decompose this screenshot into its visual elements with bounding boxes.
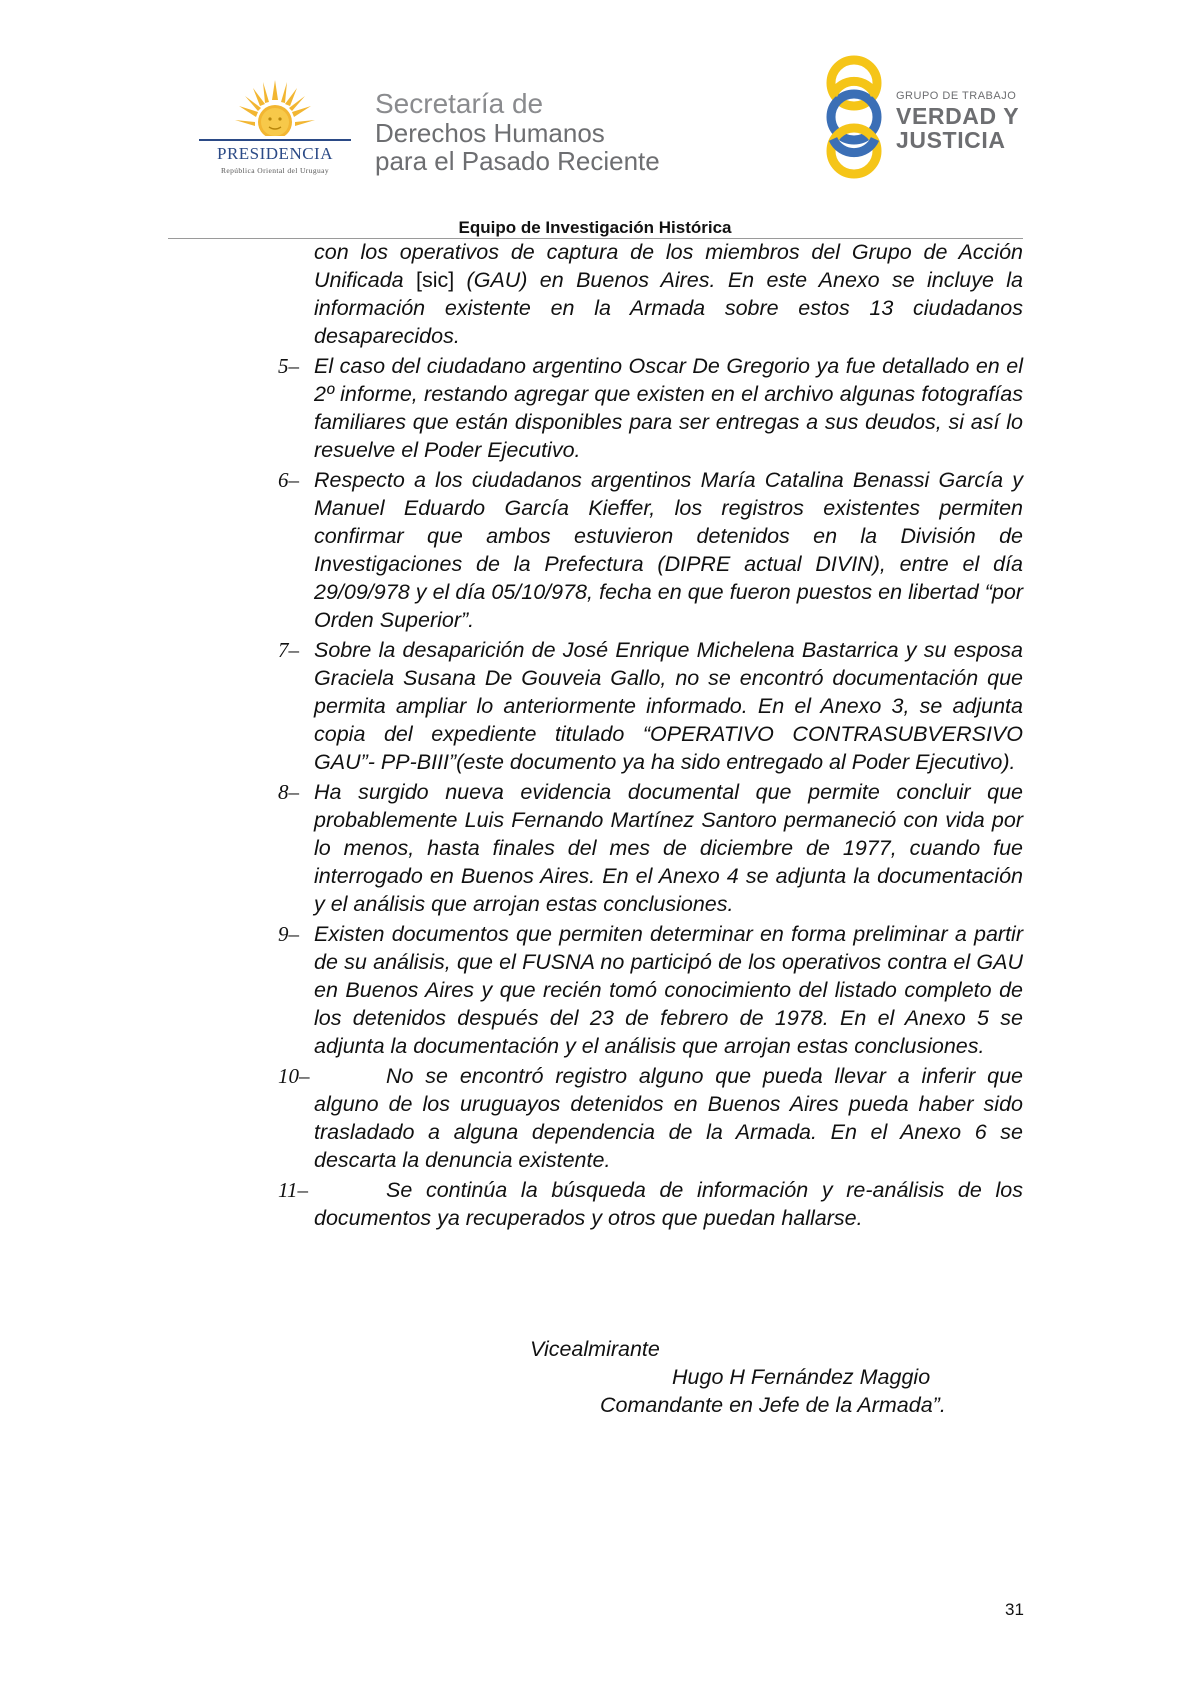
list-item-11 (278, 1176, 1023, 1232)
item-text: Respecto a los ciudadanos argentinos María Catalina Benassi García y Manuel Eduardo García Kieffer, los registros existentes permiten confirmar que ambos estuvieron detenidos en la División de Investigaciones de la Prefectura (DIPRE actual DIVIN), entre el día 29/09/978 y el día 05/10/978, fecha en que fueron puestos en libertad “por Orden Superior”. (314, 468, 1023, 632)
list-item-5 (278, 352, 1023, 464)
item-text: No se encontró registro alguno que pueda llevar a inferir que alguno de los uruguayos detenidos en Buenos Aires pueda haber sido trasladado a alguna dependencia de la Armada. En el Anexo 6 se descarta la denuncia existente. (314, 1064, 1023, 1172)
gtvj-small-text: GRUPO DE TRABAJO (896, 90, 1017, 102)
item-number: 7– (278, 638, 299, 662)
item-text: Se continúa la búsqueda de información y re-análisis de los documentos ya recuperados y otros que puedan hallarse. (314, 1178, 1023, 1230)
item-number: 8– (278, 780, 299, 804)
signature-rank: Vicealmirante (530, 1337, 660, 1361)
document-body (0, 238, 1190, 1232)
sic-note: [sic] (415, 268, 455, 292)
secretaria-line-3: para el Pasado Reciente (375, 146, 660, 176)
team-title: Equipo de Investigación Histórica (458, 218, 732, 237)
list-item-9 (278, 920, 1023, 1060)
gtvj-line-1: VERDAD Y (896, 103, 1020, 129)
item-number: 5– (278, 354, 299, 378)
presidencia-rule (199, 139, 351, 141)
list-item-10 (278, 1062, 1023, 1174)
item-text: Ha surgido nueva evidencia documental que permite concluir que probablemente Luis Fernando Martínez Santoro permaneció con vida por lo menos, hasta finales del mes de diciembre de 1977, cuando fue interrogado en Buenos Aires. En el Anexo 4 se adjunta la documentación y el análisis que arrojan estas conclusiones. (314, 780, 1023, 916)
gtvj-logo (818, 55, 1038, 180)
item-text: El caso del ciudadano argentino Oscar De Gregorio ya fue detallado en el 2º informe, restando agregar que existen en el archivo algunas fotografías familiares que están disponibles para ser entregas a sus deudos, si así lo resuelve el Poder Ejecutivo. (314, 354, 1023, 462)
signature-name: Hugo H Fernández Maggio (672, 1365, 931, 1389)
continuation-text-a: con los operativos de captura de los miembros del Grupo de Acción Unificada (314, 240, 1023, 292)
presidencia-logo (195, 78, 355, 178)
gtvj-line-2: JUSTICIA (896, 127, 1006, 153)
interlocking-rings-icon (818, 55, 890, 180)
page-number: 31 (1005, 1600, 1024, 1619)
list-item-8 (278, 778, 1023, 918)
list-item-6 (278, 466, 1023, 634)
item-number: 6– (278, 468, 299, 492)
list-item-7 (278, 636, 1023, 776)
presidencia-subtitle: República Oriental del Uruguay (220, 166, 329, 175)
presidencia-word: PRESIDENCIA (216, 144, 333, 163)
sun-icon (233, 78, 317, 142)
secretaria-line-1: Secretaría de (375, 88, 544, 119)
item-number: 10– (278, 1064, 310, 1088)
item-text: Sobre la desaparición de José Enrique Michelena Bastarrica y su esposa Graciela Susana De Gouveia Gallo, no se encontró documentación que permita ampliar lo anteriormente informado. En el Anexo 3, se adjunta copia del expediente titulado “OPERATIVO CONTRASUBVERSIVO GAU”- PP-BIII”(este documento ya ha sido entregado al Poder Ejecutivo). (314, 638, 1023, 774)
secretaria-line-2: Derechos Humanos (375, 118, 605, 148)
item-number: 11– (278, 1178, 308, 1202)
secretaria-logo-text (375, 90, 755, 175)
continuation-paragraph (314, 238, 1023, 350)
continuation-text-b: (GAU) en Buenos Aires. En este Anexo se incluye la información existente en la Armada sobre estos 13 ciudadanos desaparecidos. (314, 268, 1024, 348)
item-text: Existen documentos que permiten determinar en forma preliminar a partir de su análisis, que el FUSNA no participó de los operativos contra el GAU en Buenos Aires y que recién tomó conocimiento del listado completo de los detenidos después del 23 de febrero de 1978. En el Anexo 5 se adjunta la documentación y el análisis que arrojan estas conclusiones. (314, 922, 1023, 1058)
signature-title: Comandante en Jefe de la Armada”. (600, 1393, 946, 1417)
item-number: 9– (278, 922, 299, 946)
